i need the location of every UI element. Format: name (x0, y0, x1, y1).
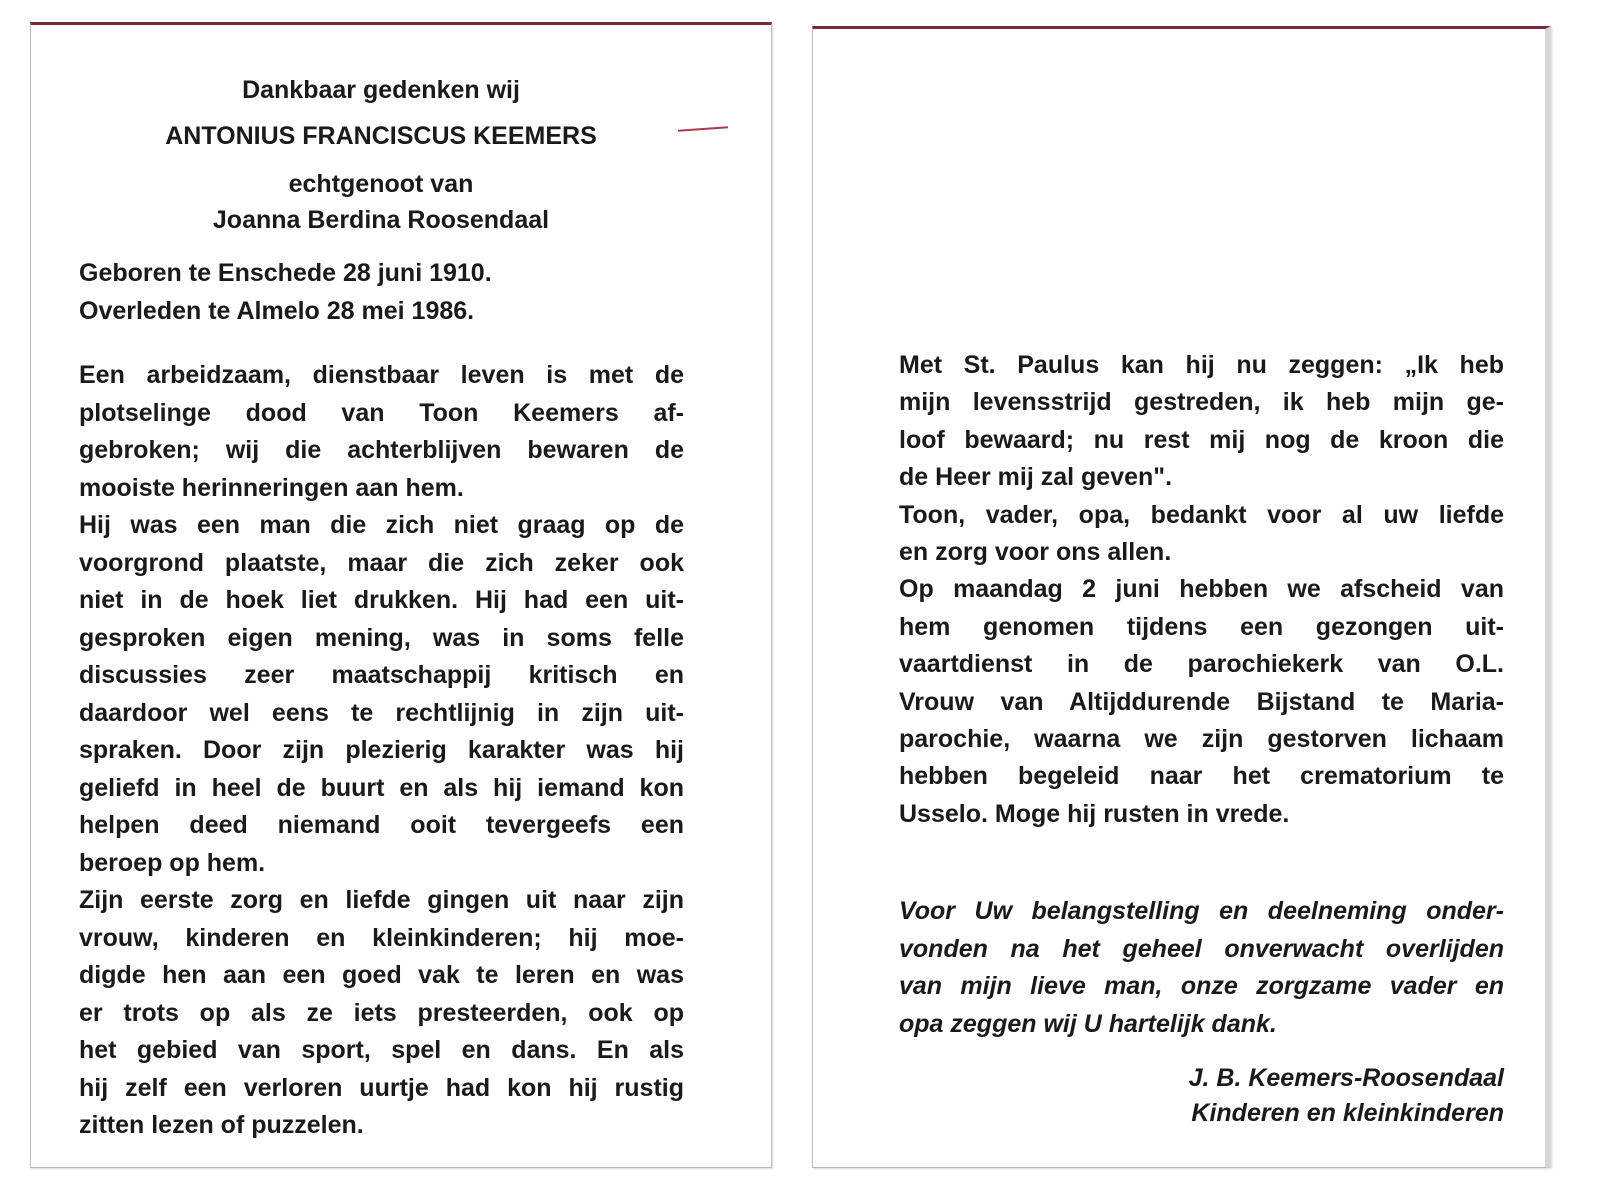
body-line: spraken. Door zijn plezierig karakter was hij (79, 736, 684, 764)
body-line: digde hen aan een goed vak te leren en was (79, 961, 684, 989)
body-line: vrouw, kinderen en kleinkinderen; hij moe- (79, 923, 684, 952)
body-line: mooiste herinneringen aan hem. (79, 473, 464, 502)
body-line: discussies zeer maatschappij kritisch en (79, 661, 684, 689)
body-line: hebben begeleid naar het crematorium te (899, 762, 1504, 791)
body-line: er trots op als ze iets presteerden, ook op (79, 998, 684, 1027)
body-line: vaartdienst in de parochiekerk van O.L. (899, 650, 1504, 679)
body-line: het gebied van sport, spel en dans. En als (79, 1036, 684, 1064)
body-line: Op maandag 2 juni hebben we afscheid van (899, 575, 1504, 604)
body-line: Met St. Paulus kan hij nu zeggen: „Ik heb (899, 351, 1504, 379)
body-line: zitten lezen of puzzelen. (79, 1111, 364, 1139)
body-line: Hij was een man die zich niet graag op de (79, 511, 684, 539)
body-line: geliefd in heel de buurt en als hij iemand kon (79, 773, 684, 802)
body-line: hij zelf een verloren uurtje had kon hij rustig (79, 1073, 684, 1102)
deceased-name: ANTONIUS FRANCISCUS KEEMERS (165, 122, 597, 150)
thanks-line: vonden na het geheel onverwacht overlijden (899, 934, 1504, 963)
body-line: Vrouw van Altijddurende Bijstand te Maria- (899, 687, 1504, 716)
thanks-line: opa zeggen wij U hartelijk dank. (899, 1009, 1277, 1038)
signature-line: Kinderen en kleinkinderen (1191, 1099, 1504, 1127)
body-line: mijn levensstrijd gestreden, ik heb mijn ge- (899, 388, 1504, 417)
body-line: loof bewaard; nu rest mij nog de kroon die (899, 425, 1504, 454)
body-line: helpen deed niemand ooit tevergeefs een (79, 811, 684, 839)
body-line: gesproken eigen mening, was in soms felle (79, 623, 684, 652)
header-line: Joanna Berdina Roosendaal (212, 206, 550, 234)
body-line: voorgrond plaatste, maar die zich zeker ook (79, 548, 684, 577)
body-line: en zorg voor ons allen. (899, 538, 1172, 566)
body-line: Een arbeidzaam, dienstbaar leven is met de (79, 361, 684, 389)
right-card-page (812, 26, 1551, 1168)
body-line: beroep op hem. (79, 848, 266, 877)
header-line: Dankbaar gedenken wij (242, 76, 520, 104)
body-line: Zijn eerste zorg en liefde gingen uit naar zijn (79, 886, 684, 914)
body-line: niet in de hoek liet drukken. Hij had een uit- (79, 586, 684, 614)
signature-line: J. B. Keemers-Roosendaal (1188, 1064, 1504, 1092)
header-line: echtgenoot van (288, 170, 474, 198)
body-line: Usselo. Moge hij rusten in vrede. (899, 799, 1290, 828)
body-line: hem genomen tijdens een gezongen uit- (899, 612, 1504, 641)
body-line: daardoor wel eens te rechtlijnig in zijn uit- (79, 698, 684, 727)
body-line: de Heer mij zal geven". (899, 463, 1173, 492)
body-line: plotselinge dood van Toon Keemers af- (79, 398, 684, 427)
thanks-line: Voor Uw belangstelling en deelneming onder- (899, 897, 1504, 925)
body-line: parochie, waarna we zijn gestorven lichaam (899, 725, 1504, 753)
thanks-line: van mijn lieve man, onze zorgzame vader en (899, 972, 1504, 1000)
date-line: Geboren te Enschede 28 juni 1910. (79, 259, 492, 287)
body-line: gebroken; wij die achterblijven bewaren de (79, 436, 684, 464)
date-line: Overleden te Almelo 28 mei 1986. (79, 297, 475, 325)
left-card-page (30, 22, 772, 1168)
body-line: Toon, vader, opa, bedankt voor al uw liefde (899, 500, 1504, 529)
